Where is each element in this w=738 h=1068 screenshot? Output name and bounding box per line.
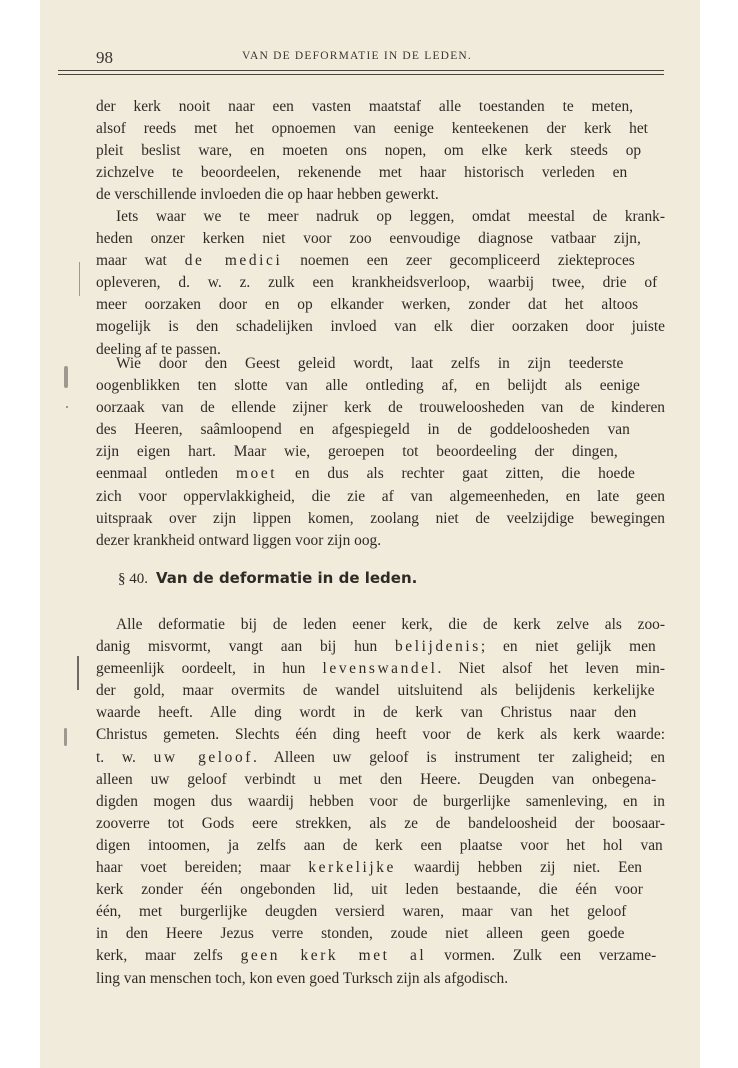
paragraph-4: Alle deformatie bij de leden eener kerk, die de kerk zelve als zoo- danig misvormt, vangt aan bij hun belijdenis; en niet gelijk men gemeenlijk oordeelt, in hun levenswandel. Niet alsof het leven min- der gold, maar overmits de wandel uitsluitend als belijdenis kerkelijke waarde heeft. Alle ding wordt in de kerk van Christus naar den Christus gemeten. Slechts één ding heeft voor de kerk als kerk waarde: t. w. uw geloof. Alleen uw geloof is instrument ter zaligheid; en alleen uw geloof verbindt u met den Heere. Deugden van onbegena- digden mogen dus waardij hebben voor de burgerlijke samenleving, en in zooverre tot Gods eere strekken, als ze de bandeloosheid der boosaar- digen intoomen, ja zelfs aan de kerk een plaatse voor het hol van haar voet bereiden; maar kerkelijke waardij hebben zij niet. Een kerk zonder één ongebonden lid, uit leden bestaande, die één voor één, met burgerlijke deugden versierd waren, maar van het geloof in den Heere Jezus verre stonden, zoude niet alleen geen goede kerk, maar zelfs geen kerk met al vormen. Zulk een verzame- ling van menschen toch, kon even goed Turksch zijn als afgodisch. [96, 616, 665, 987]
running-title: VAN DE DEFORMATIE IN DE LEDEN. [242, 50, 472, 62]
page-number: 98 [96, 48, 113, 67]
paragraph-2: Iets waar we te meer nadruk op leggen, omdat meestal de krank- heden onzer kerken niet voor zoo eenvoudige diagnose vatbaar zijn, maar wat de medici noemen een zeer gecompliceerd ziekteproces opleveren, d. w. z. zulk een krankheidsverloop, waarbij twee, drie of meer oorzaken door en op elkander werken, zonder dat het altoos mogelijk is den schadelijken invloed van elk dier oorzaken door juiste deeling af te passen. [96, 208, 665, 358]
margin-mark [79, 262, 80, 296]
section-heading [118, 569, 417, 588]
margin-mark [66, 406, 68, 408]
margin-mark [64, 366, 68, 388]
paragraph-3: Wie door den Geest geleid wordt, laat zelfs in zijn teederste oogenblikken ten slotte van alle ontleding af, en belijdt als eenige oorzaak van de ellende zijner kerk de trouweloosheden van de kinderen des Heeren, saâmloopend en afgespiegeld in de goddeloosheden van zijn eigen hart. Maar wie, geroepen tot beoordeeling der dingen, eenmaal ontleden moet en dus als rechter gaat zitten, die hoede zich voor oppervlakkigheid, die zie af van algemeenheden, en late geen uitspraak over zijn lippen komen, zoolang niet de veelzijdige bewegingen dezer krankheid ontward liggen voor zijn oog. [96, 355, 665, 549]
section-title: Van de deformatie in de leden. [156, 569, 418, 587]
margin-mark [77, 656, 79, 690]
margin-mark [64, 728, 67, 746]
header-rule-top [58, 70, 664, 71]
paragraph-1: der kerk nooit naar een vasten maatstaf alle toestanden te meten, alsof reeds met het opnoemen van eenige kenteekenen der kerk het pleit beslist ware, en moeten ons nopen, om elke kerk steeds op zichzelve te beoordeelen, rekenende met haar historisch verleden en de verschillende invloeden die op haar hebben gewerkt. [96, 98, 648, 204]
section-number: § 40. [118, 571, 148, 587]
header-rule-bottom [58, 74, 664, 75]
